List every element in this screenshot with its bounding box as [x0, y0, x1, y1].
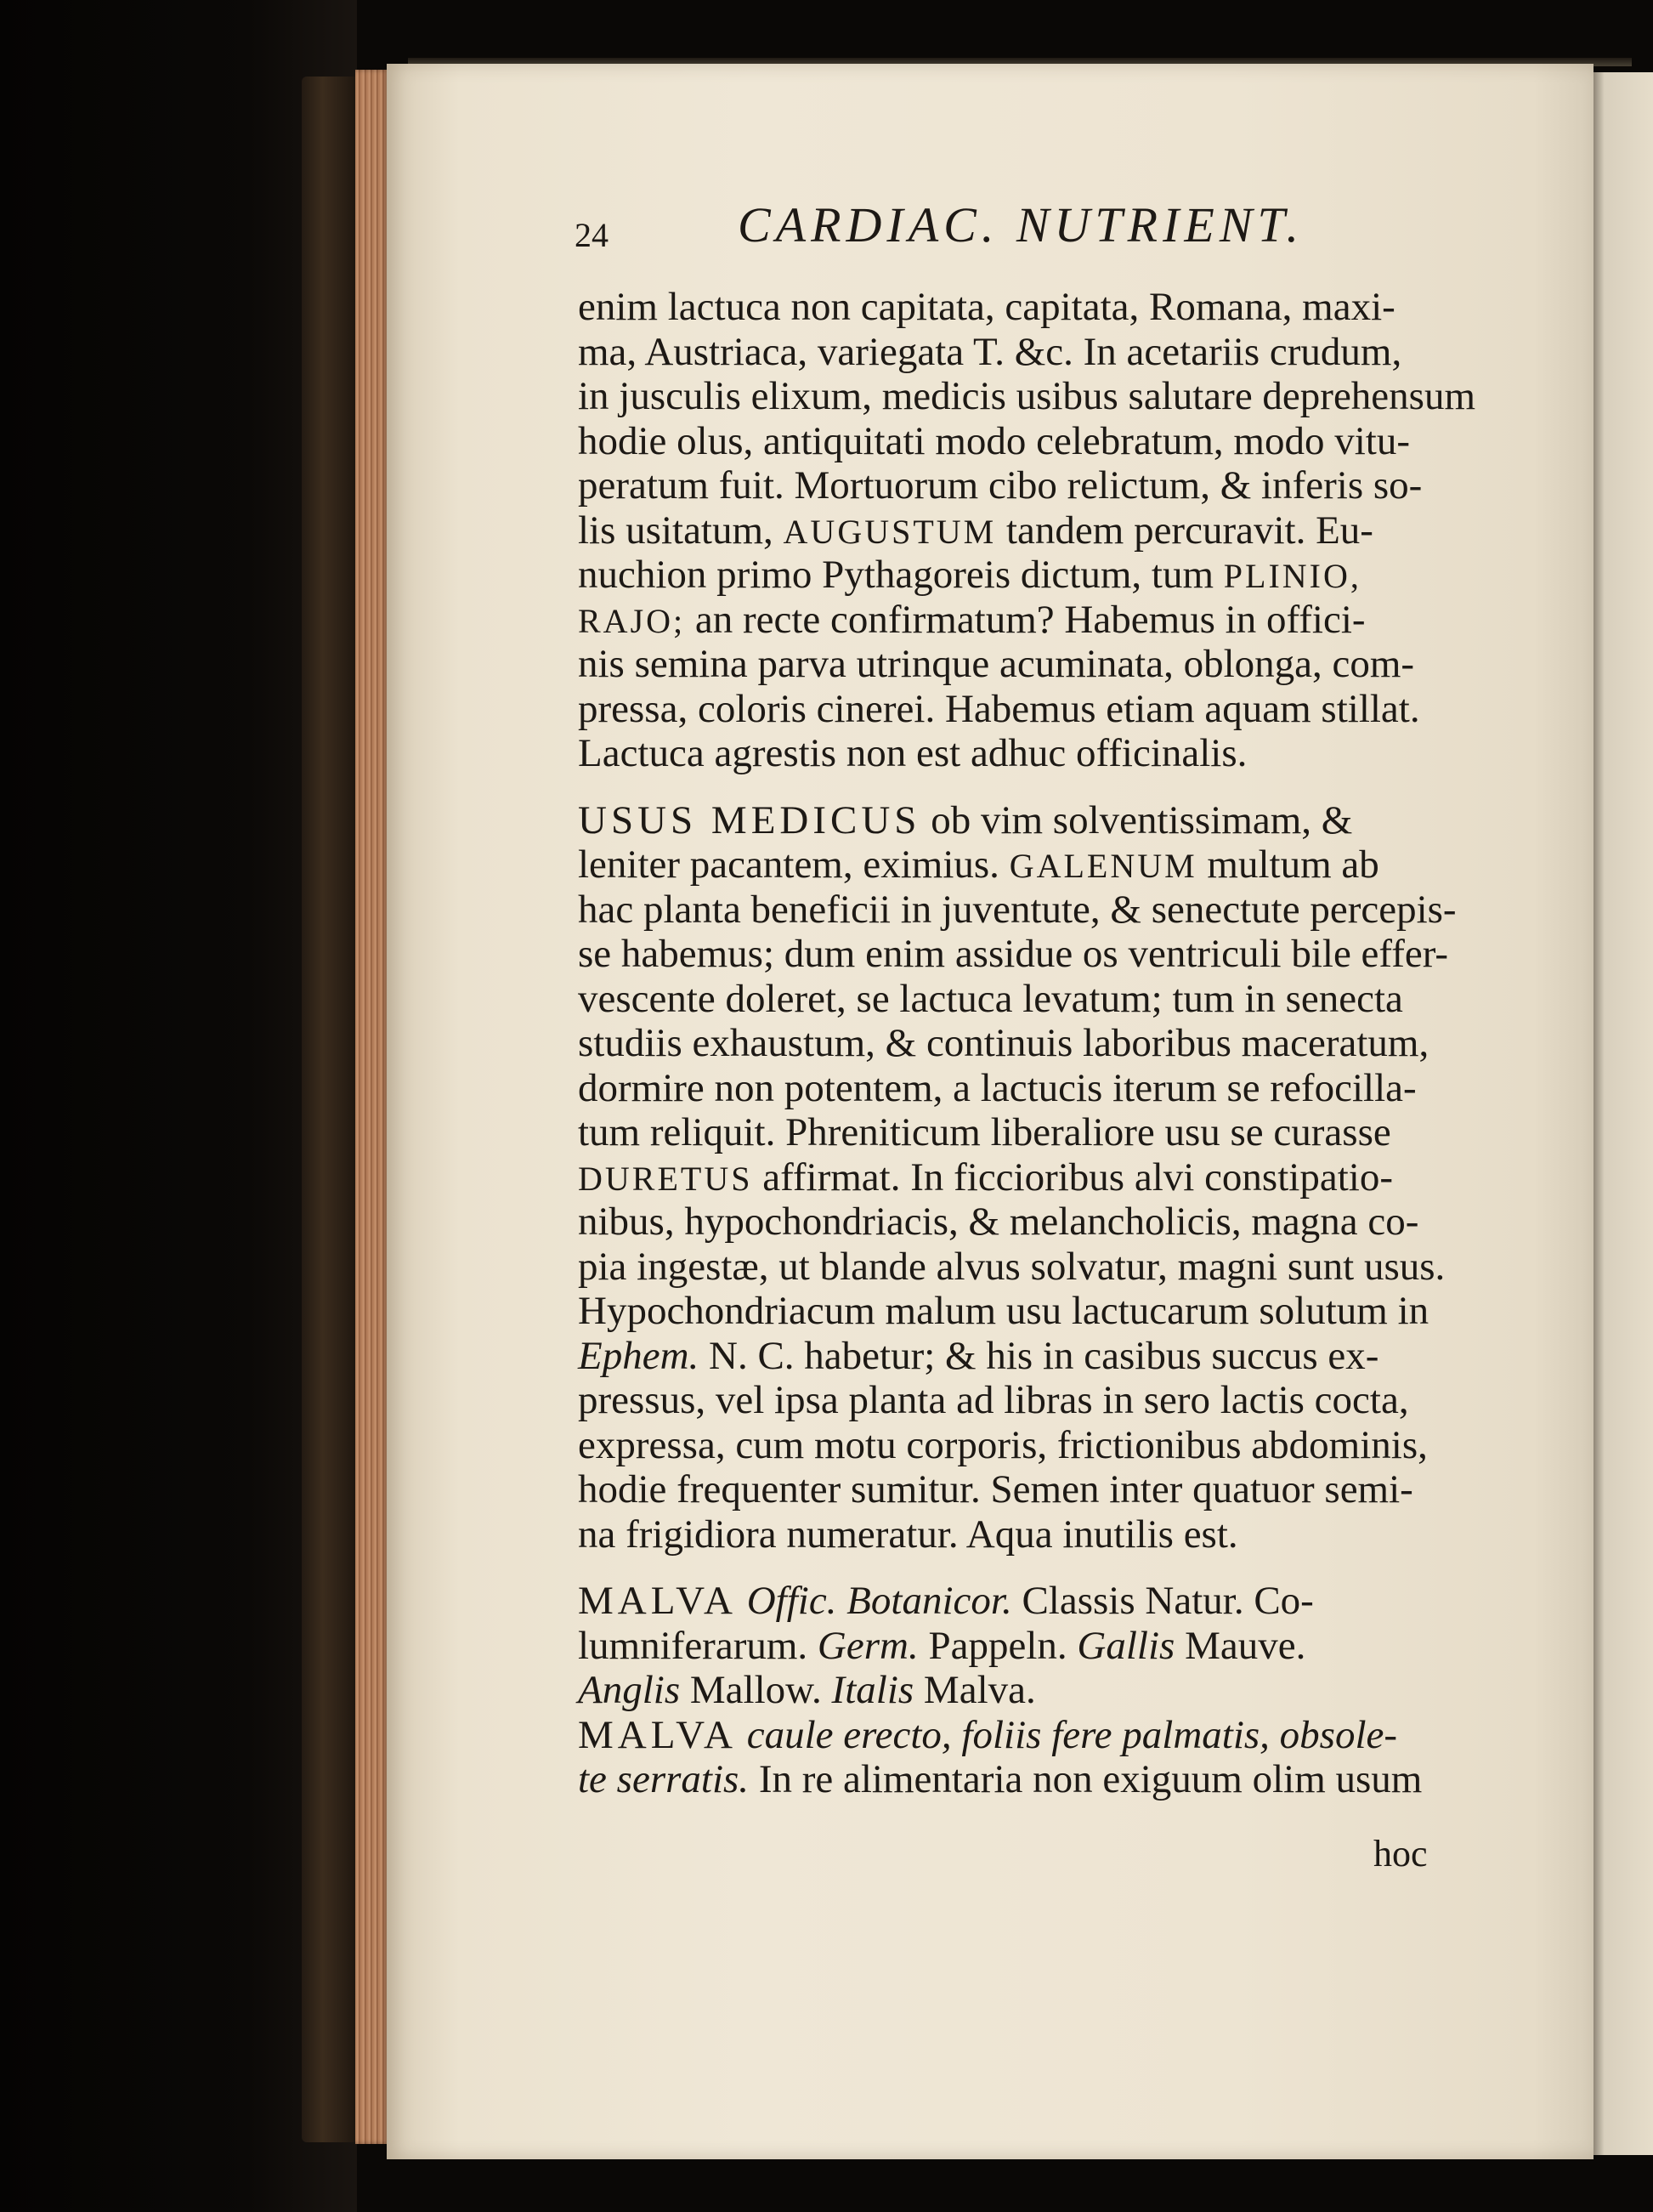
text-line — [578, 1155, 1445, 1201]
page-number: 24 — [575, 216, 609, 254]
text-run: vescente doleret, se lactuca levatum; tum in senecta — [578, 976, 1403, 1021]
text-line — [578, 508, 1445, 554]
text-run: Hypochondriacum malum usu lactucarum solutum in — [578, 1289, 1429, 1333]
text-run: enim lactuca non capitata, capitata, Romana, maxi- — [578, 285, 1395, 329]
text-line — [578, 932, 1449, 976]
text-run: Italis — [831, 1668, 914, 1712]
text-run: an recte confirmatum? Habemus in offici- — [685, 597, 1366, 642]
text-run: RAJO; — [578, 601, 686, 640]
text-run: in jusculis elixum, medicis usibus salutare deprehensum — [578, 374, 1476, 418]
text-run: Ephem. — [578, 1333, 699, 1378]
text-line — [578, 1713, 1445, 1757]
book-spine — [302, 77, 361, 2142]
text-line — [578, 1467, 1445, 1512]
text-line — [578, 1334, 1445, 1378]
text-run: lumniferarum. — [578, 1623, 818, 1668]
text-line — [578, 330, 1445, 374]
text-run: USUS MEDICUS — [578, 797, 921, 842]
text-line — [578, 1668, 1445, 1712]
text-run: tum reliquit. Phreniticum liberaliore usu se curasse — [578, 1110, 1391, 1154]
text-run: In re alimentaria non exiguum olim usum — [749, 1757, 1423, 1801]
text-run: affirmat. In ficcioribus alvi constipatio- — [752, 1154, 1393, 1200]
text-run — [737, 1579, 747, 1623]
text-run: multum ab — [1197, 842, 1379, 887]
text-run: expressa, cum motu corporis, frictionibus abdominis, — [578, 1422, 1428, 1467]
next-page-edge — [1594, 72, 1653, 2155]
text-line — [578, 1624, 1445, 1668]
text-run: Gallis — [1077, 1623, 1175, 1668]
text-run: Malva. — [914, 1668, 1036, 1712]
text-run: N. C. habetur; & his in casibus succus ex- — [699, 1333, 1379, 1378]
text-run: Anglis — [578, 1668, 681, 1712]
text-run: Classis Natur. Co- — [1011, 1579, 1314, 1623]
text-run: MALVA — [578, 1712, 737, 1757]
text-run: Offic. Botanicor. — [746, 1579, 1012, 1623]
text-line — [578, 977, 1445, 1021]
page-block-edges — [355, 70, 389, 2144]
text-run: hodie frequenter sumitur. Semen inter quatuor semi- — [578, 1467, 1413, 1512]
text-run: na frigidiora numeratur. Aqua inutilis est. — [578, 1512, 1238, 1557]
text-run: nis semina parva utrinque acuminata, oblonga, com- — [578, 642, 1415, 686]
text-run: pia ingestæ, ut blande alvus solvatur, magni sunt usus. — [578, 1244, 1446, 1289]
text-run: PLINIO, — [1223, 557, 1361, 595]
text-line — [578, 374, 1476, 418]
text-run: nuchion primo Pythagoreis dictum, tum — [578, 553, 1224, 597]
text-line — [578, 553, 1445, 598]
text-line — [578, 687, 1445, 731]
text-run: AUGUSTUM — [783, 512, 997, 551]
text-line — [578, 1423, 1445, 1467]
text-line — [578, 1512, 1445, 1557]
text-run: dormire non potentem, a lactucis iterum se refocilla- — [578, 1065, 1417, 1110]
text-run: pressa, coloris cinerei. Habemus etiam aquam stillat. — [578, 686, 1420, 731]
text-run: hac planta beneficii in juventute, & senectute percepis- — [578, 887, 1457, 932]
text-run: Germ. — [817, 1623, 919, 1668]
text-line — [578, 1110, 1445, 1154]
text-line — [578, 1245, 1445, 1289]
text-line — [578, 887, 1457, 932]
text-run: leniter pacantem, eximius. — [578, 842, 1010, 887]
text-line — [578, 1021, 1445, 1065]
text-line — [578, 598, 1445, 644]
text-line — [578, 1289, 1445, 1333]
text-run: tandem percuravit. Eu- — [996, 508, 1373, 553]
text-line — [578, 285, 1445, 329]
text-run: Lactuca agrestis non est adhuc officinalis. — [578, 731, 1248, 775]
text-line — [578, 1757, 1445, 1801]
text-run: Mallow. — [680, 1668, 832, 1712]
text-run: Pappeln. — [918, 1623, 1078, 1668]
text-line — [578, 642, 1445, 686]
text-line — [578, 798, 1445, 842]
text-line — [578, 463, 1445, 508]
text-run: pressus, vel ipsa planta ad libras in sero lactis cocta, — [578, 1378, 1409, 1422]
text-run: Mauve. — [1175, 1623, 1306, 1668]
text-run: se habemus; dum enim assidue os ventriculi bile effer- — [578, 932, 1449, 976]
text-run: MALVA — [578, 1579, 737, 1623]
text-line — [578, 1579, 1445, 1623]
running-head: CARDIAC. NUTRIENT. — [738, 197, 1304, 252]
text-line — [578, 731, 1445, 775]
text-run: hodie olus, antiquitati modo celebratum, modo vitu- — [578, 418, 1410, 463]
text-line — [578, 419, 1445, 463]
text-run: studiis exhaustum, & continuis laboribus maceratum, — [578, 1021, 1429, 1065]
text-run: DURETUS — [578, 1159, 753, 1198]
text-run: GALENUM — [1009, 847, 1197, 885]
text-run: ob vim solventissimam, & — [920, 797, 1353, 842]
text-line — [578, 1378, 1445, 1422]
text-line — [578, 842, 1445, 888]
text-run — [737, 1713, 747, 1757]
text-run: peratum fuit. Mortuorum cibo relictum, & inferis so- — [578, 463, 1423, 508]
text-run: nibus, hypochondriacis, & melancholicis, magna co- — [578, 1200, 1419, 1244]
text-run: ma, Austriaca, variegata T. &c. In acetariis crudum, — [578, 329, 1402, 374]
catchword: hoc — [1373, 1833, 1428, 1875]
text-run: te serratis. — [578, 1757, 750, 1801]
text-run: lis usitatum, — [578, 508, 784, 553]
text-run: caule erecto, foliis fere palmatis, obsole- — [746, 1712, 1398, 1757]
text-line — [578, 1200, 1445, 1244]
text-line — [578, 1066, 1445, 1110]
